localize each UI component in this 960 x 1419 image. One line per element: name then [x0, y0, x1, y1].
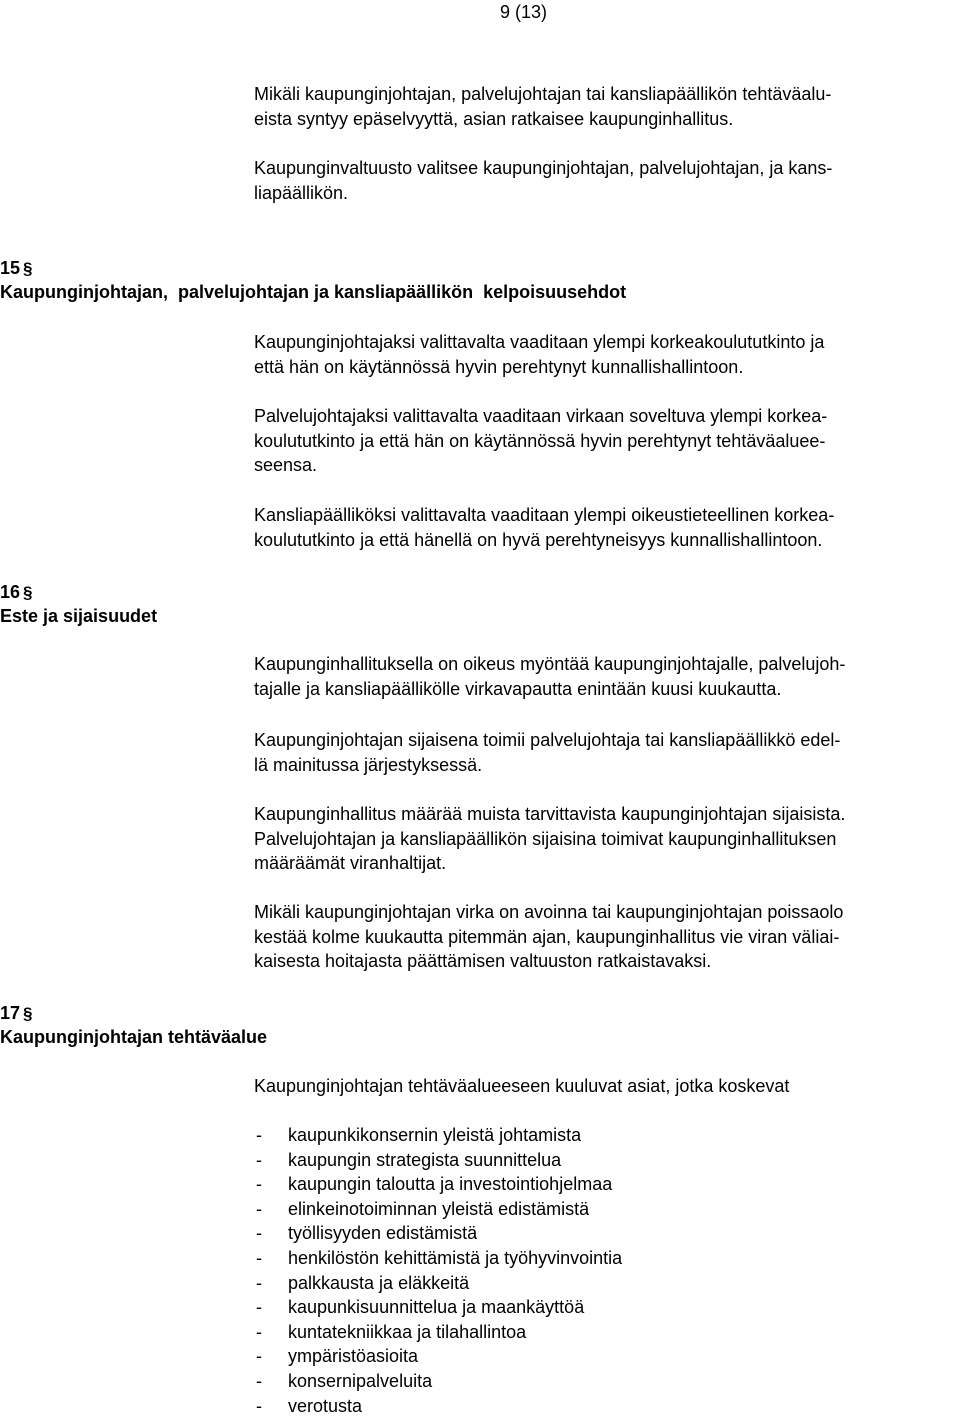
list-item	[256, 1369, 622, 1394]
list-item-text: verotusta	[288, 1395, 363, 1416]
section-16-paragraph-4: Mikäli kaupunginjohtajan virka on avoinna tai kaupunginjohtajan poissaolo kestää kolme kuukautta pitemmän ajan, kaupunginhallitus vie viran väliai- kaisesta hoitajasta päättämisen valtuuston ratkaistavaksi.	[254, 902, 844, 971]
svg-text:§: §	[23, 583, 33, 601]
list-item	[256, 1246, 622, 1271]
list-item	[256, 1344, 622, 1369]
section-17-number: 17	[0, 1003, 21, 1023]
list-item	[256, 1172, 622, 1197]
list-dash: -	[256, 1149, 262, 1170]
intro-paragraph-1: Mikäli kaupunginjohtajan, palvelujohtajan tai kansliapäällikön tehtäväalu- eista syntyy epäselvyyttä, asian ratkaisee kaupunginhallitus.	[254, 84, 832, 129]
section-15-title: Kaupunginjohtajan, palvelujohtajan ja kansliapäällikön kelpoisuusehdot	[0, 282, 627, 302]
section-16-paragraph-3: Kaupunginhallitus määrää muista tarvittavista kaupunginjohtajan sijaisista. Palvelujohtajan ja kansliapäällikön sijaisina toimivat kaupunginhallituksen määräämät viranhaltijat.	[254, 804, 846, 873]
list-dash: -	[256, 1346, 262, 1367]
list-dash: -	[256, 1223, 262, 1244]
list-item-text: ympäristöasioita	[288, 1346, 419, 1367]
list-item	[256, 1295, 622, 1320]
list-item-text: konsernipalveluita	[288, 1370, 433, 1391]
section-16-paragraph-1: Kaupunginhallituksella on oikeus myöntää kaupunginjohtajalle, palvelujoh- tajalle ja kansliapäällikölle virkavapautta enintään kuusi kuukautta.	[254, 654, 846, 699]
section-15-number: 15	[0, 258, 21, 278]
list-item	[256, 1271, 622, 1296]
list-item-text: kaupungin strategista suunnittelua	[288, 1149, 562, 1170]
list-item	[256, 1394, 622, 1419]
section-sign-icon	[22, 1004, 36, 1022]
svg-text:§: §	[23, 259, 33, 277]
list-item	[256, 1148, 622, 1173]
list-item-text: työllisyyden edistämistä	[288, 1223, 478, 1244]
task-list	[256, 1123, 622, 1418]
list-dash: -	[256, 1321, 262, 1342]
list-dash: -	[256, 1198, 262, 1219]
section-15-heading	[0, 256, 626, 304]
list-item-text: kaupunkikonsernin yleistä johtamista	[288, 1125, 582, 1145]
section-sign-icon	[22, 259, 36, 277]
list-dash: -	[256, 1395, 262, 1416]
section-15-paragraph-2: Palvelujohtajaksi valittavalta vaaditaan virkaan soveltuva ylempi korkea- koulututkinto ja että hän on käytännössä hyvin perehtynyt tehtäväaluee- seensa.	[254, 406, 828, 475]
list-item	[256, 1123, 622, 1148]
list-item-text: kuntatekniikkaa ja tilahallintoa	[288, 1321, 527, 1342]
section-16-heading	[0, 580, 157, 628]
section-17-intro: Kaupunginjohtajan tehtäväalueeseen kuuluvat asiat, jotka koskevat	[254, 1076, 790, 1096]
list-dash: -	[256, 1370, 262, 1391]
list-item-text: kaupungin taloutta ja investointiohjelmaa	[288, 1174, 613, 1195]
list-item	[256, 1320, 622, 1345]
list-item	[256, 1221, 622, 1246]
section-15-paragraph-1: Kaupunginjohtajaksi valittavalta vaaditaan ylempi korkeakoulututkinto ja että hän on käytännössä hyvin perehtynyt kunnallishallintoon.	[254, 332, 825, 377]
section-16-paragraph-2: Kaupunginjohtajan sijaisena toimii palvelujohtaja tai kansliapäällikkö edel- lä mainitussa järjestyksessä.	[254, 730, 841, 775]
list-dash: -	[256, 1174, 262, 1195]
section-16-number: 16	[0, 582, 21, 602]
list-item-text: palkkausta ja eläkkeitä	[288, 1272, 470, 1293]
list-item	[256, 1197, 622, 1222]
list-dash: -	[256, 1125, 262, 1145]
page-number: 9 (13)	[500, 2, 548, 22]
intro-paragraph-2: Kaupunginvaltuusto valitsee kaupunginjohtajan, palvelujohtajan, ja kans- liapäällikön.	[254, 158, 833, 203]
list-item-text: elinkeinotoiminnan yleistä edistämistä	[288, 1198, 590, 1219]
list-dash: -	[256, 1247, 262, 1268]
section-15-paragraph-3: Kansliapäälliköksi valittavalta vaaditaan ylempi oikeustieteellinen korkea- koulututkinto ja että hänellä on hyvä perehtyneisyys kunnallishallintoon.	[254, 505, 835, 550]
section-17-heading	[0, 1001, 267, 1049]
list-item-text: kaupunkisuunnittelua ja maankäyttöä	[288, 1297, 585, 1318]
svg-text:§: §	[23, 1004, 33, 1022]
list-dash: -	[256, 1297, 262, 1318]
list-item-text: henkilöstön kehittämistä ja työhyvinvointia	[288, 1247, 623, 1268]
section-sign-icon	[22, 583, 36, 601]
section-17-title: Kaupunginjohtajan tehtäväalue	[0, 1027, 268, 1047]
section-16-title: Este ja sijaisuudet	[0, 606, 158, 626]
list-dash: -	[256, 1272, 262, 1293]
